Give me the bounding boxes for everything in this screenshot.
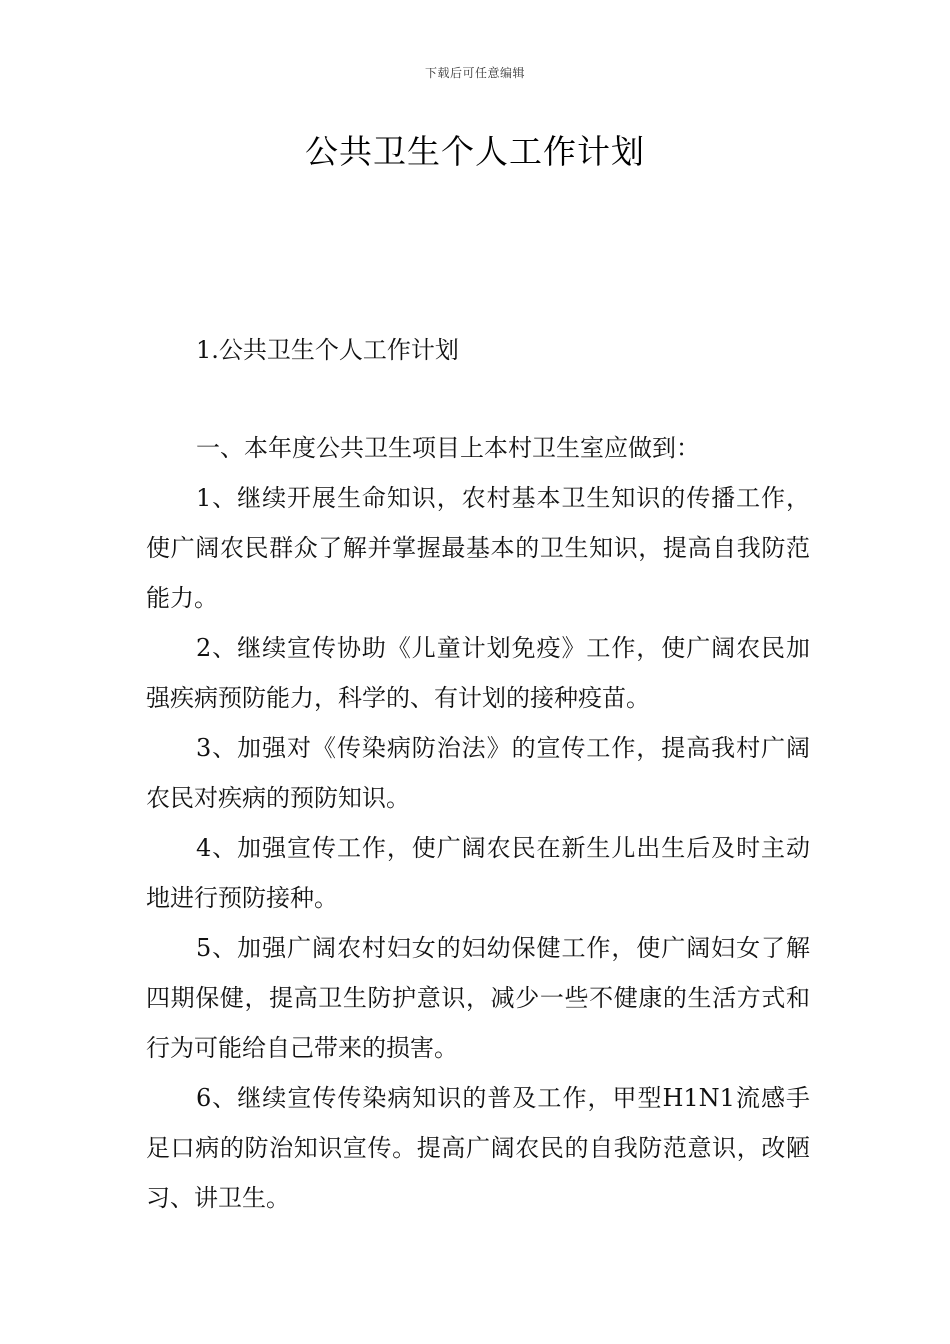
paragraph-intro: 一、本年度公共卫生项目上本村卫生室应做到：: [196, 434, 700, 462]
paragraph-item-1: 1、继续开展生命知识，农村基本卫生知识的传播工作，使广阔农民群众了解并掌握最基本的卫生知识，提高自我防范能力。: [146, 484, 810, 612]
paragraph-item-2: 2、继续宣传协助《儿童计划免疫》工作，使广阔农民加强疾病预防能力，科学的、有计划的接种疫苗。: [146, 634, 810, 712]
paragraph-item-4: 4、加强宣传工作，使广阔农民在新生儿出生后及时主动地进行预防接种。: [146, 834, 810, 912]
page-title: 公共卫生个人工作计划: [305, 132, 645, 171]
paragraph-item-6: 6、继续宣传传染病知识的普及工作，甲型H1N1流感手足口病的防治知识宣传。提高广阔农民的自我防范意识，改陋习、讲卫生。: [146, 1084, 810, 1212]
section-heading: 1.公共卫生个人工作计划: [196, 336, 459, 364]
paragraph-item-3: 3、加强对《传染病防治法》的宣传工作，提高我村广阔农民对疾病的预防知识。: [146, 734, 810, 812]
header-note: 下载后可任意编辑: [424, 66, 525, 80]
paragraph-item-5: 5、加强广阔农村妇女的妇幼保健工作，使广阔妇女了解四期保健，提高卫生防护意识，减少一些不健康的生活方式和行为可能给自己带来的损害。: [146, 934, 810, 1062]
document-body: [146, 423, 810, 1223]
